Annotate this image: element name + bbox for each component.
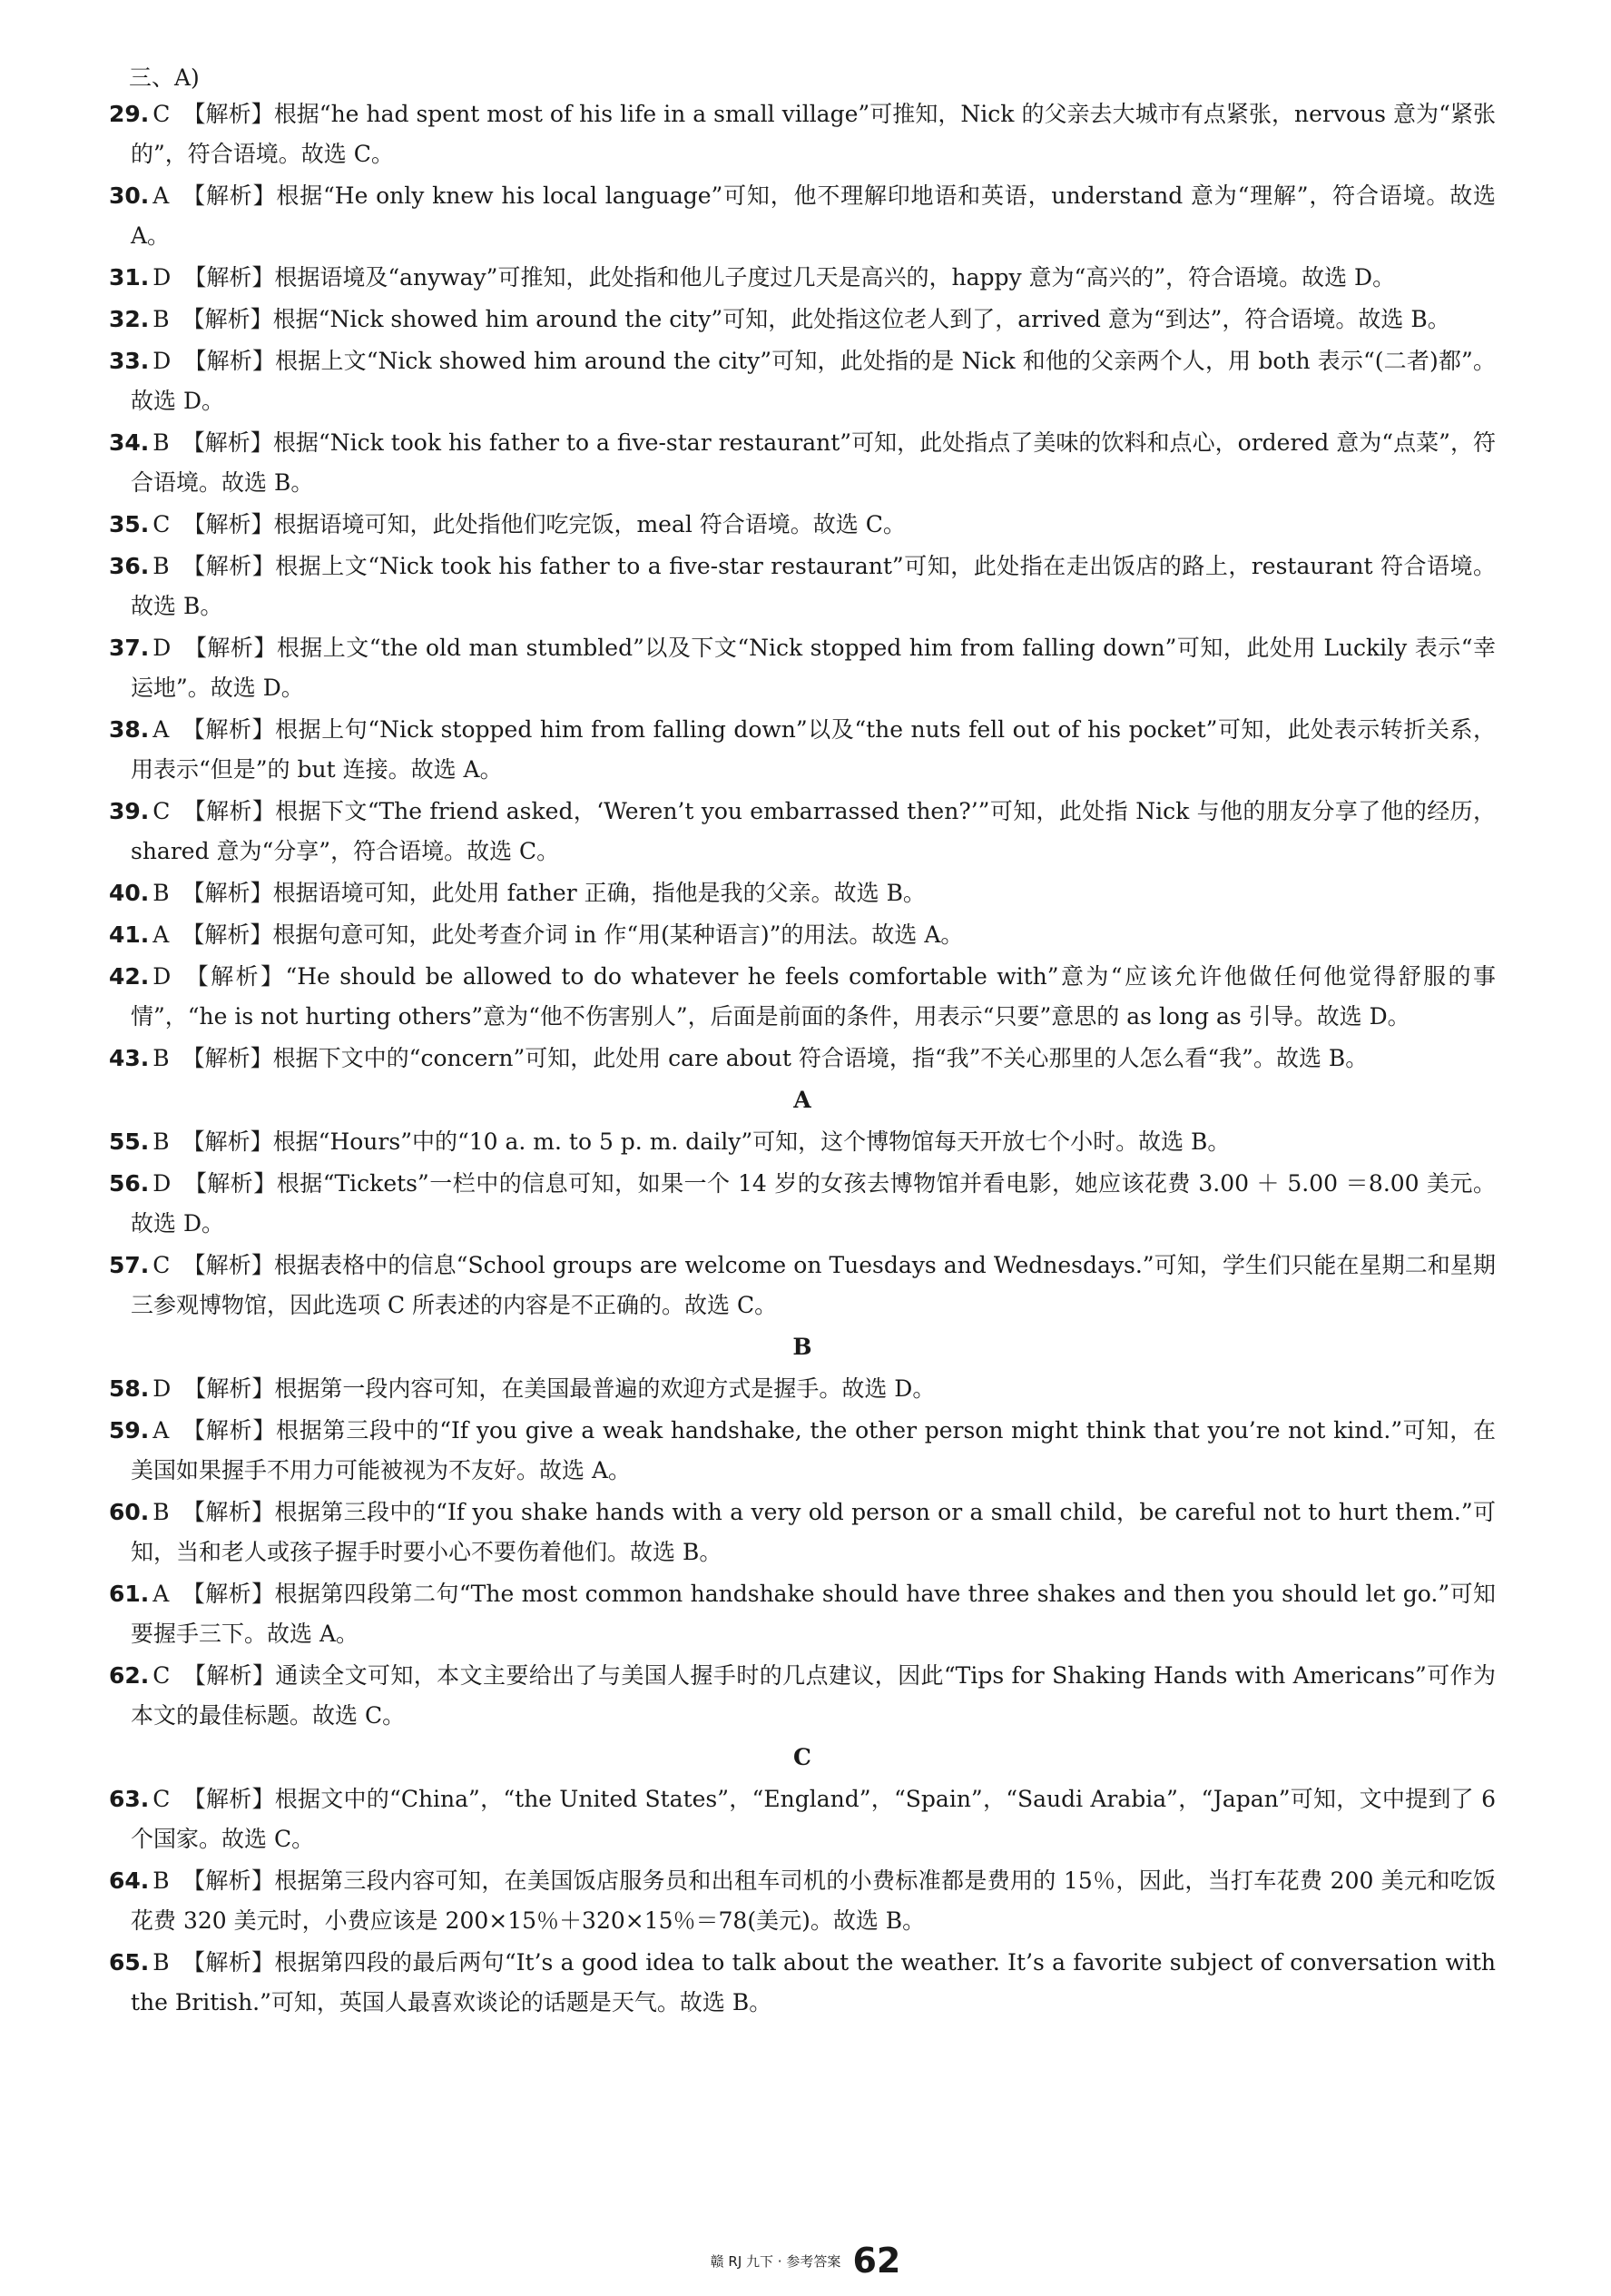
answer-item	[109, 258, 1496, 298]
answer-item	[109, 957, 1496, 1037]
answer-letter: B	[152, 880, 170, 906]
answer-letter: B	[152, 1128, 170, 1155]
question-number: 33.	[109, 348, 150, 374]
answer-item	[109, 1122, 1496, 1162]
question-number: 39.	[109, 798, 150, 824]
question-number: 63.	[109, 1786, 150, 1812]
answer-letter: C	[152, 1662, 171, 1689]
question-number: 58.	[109, 1375, 150, 1402]
group-heading: C	[793, 1744, 811, 1770]
answer-letter: D	[152, 348, 172, 374]
page-footer	[0, 2241, 1611, 2281]
answer-letter: D	[152, 1375, 172, 1402]
explanation-text: 【解析】根据“Nick took his father to a five-star restaurant”可知，此处指点了美味的饮料和点心，ordered 意为“点菜”，符合语境。故选 B。	[131, 429, 1496, 496]
answer-item	[109, 1574, 1496, 1654]
answer-letter: C	[152, 511, 171, 537]
answer-item	[109, 423, 1496, 503]
question-number: 61.	[109, 1581, 150, 1607]
question-number: 35.	[109, 511, 150, 537]
explanation-text: 【解析】根据语境及“anyway”可推知，此处指和他儿子度过几天是高兴的，happy 意为“高兴的”，符合语境。故选 D。	[183, 264, 1396, 291]
answer-item	[109, 1779, 1496, 1859]
answer-item	[109, 341, 1496, 421]
explanation-text: 【解析】根据第三段内容可知，在美国饭店服务员和出租车司机的小费标准都是费用的 15％，因此，当打车花费 200 美元和吃饭花费 320 美元时，小费应该是 200×15％＋320×15％＝78(美元)。故选 B。	[131, 1867, 1496, 1934]
answer-letter: D	[152, 963, 172, 990]
answer-letter: A	[152, 1581, 170, 1607]
answer-letter: D	[152, 264, 172, 291]
answer-item	[109, 792, 1496, 872]
footer-label: 赣 RJ 九下 · 参考答案	[710, 2252, 841, 2270]
answer-item	[109, 1039, 1496, 1079]
explanation-text: 【解析】根据句意可知，此处考查介词 in 作“用(某种语言)”的用法。故选 A。	[182, 921, 964, 948]
answer-letter: A	[152, 921, 170, 948]
question-number: 62.	[109, 1662, 150, 1689]
answer-item	[109, 94, 1496, 174]
question-number: 38.	[109, 716, 150, 743]
explanation-text: 【解析】根据下文中的“concern”可知，此处用 care about 符合语境，指“我”不关心那里的人怎么看“我”。故选 B。	[182, 1045, 1369, 1071]
answer-item	[109, 547, 1496, 626]
question-number: 56.	[109, 1170, 150, 1197]
answer-item	[109, 1411, 1496, 1491]
answer-letter: B	[152, 1867, 170, 1894]
answer-list	[109, 94, 1496, 2025]
question-number: 32.	[109, 306, 150, 332]
explanation-text: 【解析】根据上文“Nick showed him around the city”可知，此处指的是 Nick 和他的父亲两个人，用 both 表示“(二者)都”。故选 D。	[131, 348, 1496, 414]
explanation-text: 【解析】根据语境可知，此处指他们吃完饭，meal 符合语境。故选 C。	[182, 511, 906, 537]
explanation-text: 【解析】根据“he had spent most of his life in a small village”可推知，Nick 的父亲去大城市有点紧张，nervous 意为“紧张的”，符合语境。故选 C。	[131, 101, 1496, 167]
answer-letter: C	[152, 101, 171, 127]
answer-item	[109, 1943, 1496, 2023]
answer-letter: C	[152, 798, 171, 824]
explanation-text: 【解析】根据表格中的信息“School groups are welcome on Tuesdays and Wednesdays.”可知，学生们只能在星期二和星期三参观博物馆，因此选项 C 所表述的内容是不正确的。故选 C。	[131, 1252, 1496, 1318]
question-number: 60.	[109, 1499, 150, 1525]
answer-item	[109, 1246, 1496, 1325]
question-number: 37.	[109, 635, 150, 661]
answer-item	[109, 628, 1496, 708]
explanation-text: 【解析】根据第四段的最后两句“It’s a good idea to talk about the weather. It’s a favorite subject of conversation with the British.”可知，英国人最喜欢谈论的话题是天气。故选 B。	[131, 1949, 1496, 2015]
page-number: 62	[852, 2241, 901, 2281]
group-heading: A	[793, 1087, 811, 1113]
explanation-text: 【解析】根据第四段第二句“The most common handshake should have three shakes and then you should let go.”可知要握手三下。故选 A。	[131, 1581, 1496, 1647]
answer-letter: B	[152, 553, 170, 579]
question-number: 36.	[109, 553, 150, 579]
answer-letter: B	[152, 1949, 170, 1976]
answer-item	[109, 176, 1496, 256]
explanation-text: 【解析】“He should be allowed to do whatever he feels comfortable with”意为“应该允许他做任何他觉得舒服的事情”，“he is not hurting others”意为“他不伤害别人”，后面是前面的条件，用表示“只要”意思的 as long as 引导。故选 D。	[131, 963, 1496, 1030]
answer-letter: C	[152, 1786, 171, 1812]
answer-item	[109, 710, 1496, 790]
explanation-text: 【解析】根据“He only knew his local language”可知，他不理解印地语和英语，understand 意为“理解”，符合语境。故选 A。	[131, 182, 1496, 249]
answer-item	[109, 1164, 1496, 1244]
section-heading: 三、A)	[129, 64, 200, 91]
answer-letter: B	[152, 429, 170, 456]
answer-item	[109, 1656, 1496, 1736]
question-number: 65.	[109, 1949, 150, 1976]
question-number: 30.	[109, 182, 150, 209]
answer-item	[109, 915, 1496, 955]
answer-letter: A	[152, 182, 170, 209]
explanation-text: 【解析】根据“Nick showed him around the city”可知，此处指这位老人到了，arrived 意为“到达”，符合语境。故选 B。	[182, 306, 1450, 332]
explanation-text: 【解析】根据语境可知，此处用 father 正确，指他是我的父亲。故选 B。	[182, 880, 926, 906]
question-number: 29.	[109, 101, 150, 127]
answer-letter: D	[152, 635, 172, 661]
explanation-text: 【解析】根据下文“The friend asked，‘Weren’t you embarrassed then?’”可知，此处指 Nick 与他的朋友分享了他的经历，shared 意为“分享”，符合语境。故选 C。	[131, 798, 1496, 864]
question-number: 43.	[109, 1045, 150, 1071]
answer-item	[109, 1493, 1496, 1572]
explanation-text: 【解析】根据上文“Nick took his father to a five-star restaurant”可知，此处指在走出饭店的路上，restaurant 符合语境。故选 B。	[131, 553, 1496, 619]
question-number: 64.	[109, 1867, 150, 1894]
explanation-text: 【解析】根据第一段内容可知，在美国最普遍的欢迎方式是握手。故选 D。	[183, 1375, 936, 1402]
question-number: 40.	[109, 880, 150, 906]
answer-letter: B	[152, 306, 170, 332]
explanation-text: 【解析】根据上文“the old man stumbled”以及下文“Nick stopped him from falling down”可知，此处用 Luckily 表示“幸运地”。故选 D。	[131, 635, 1496, 701]
answer-item	[109, 1861, 1496, 1941]
question-number: 41.	[109, 921, 150, 948]
answer-letter: D	[152, 1170, 172, 1197]
answer-item	[109, 1369, 1496, 1409]
explanation-text: 【解析】根据第三段中的“If you give a weak handshake, the other person might think that you’re not kind.”可知，在美国如果握手不用力可能被视为不友好。故选 A。	[131, 1417, 1496, 1483]
answer-item	[109, 300, 1496, 340]
explanation-text: 【解析】通读全文可知，本文主要给出了与美国人握手时的几点建议，因此“Tips for Shaking Hands with Americans”可作为本文的最佳标题。故选 C。	[131, 1662, 1496, 1729]
answer-letter: A	[152, 1417, 170, 1444]
explanation-text: 【解析】根据上句“Nick stopped him from falling down”以及“the nuts fell out of his pocket”可知，此处表示转折关系，用表示“但是”的 but 连接。故选 A。	[131, 716, 1496, 783]
question-number: 31.	[109, 264, 150, 291]
answer-letter: B	[152, 1045, 170, 1071]
question-number: 34.	[109, 429, 150, 456]
answer-letter: A	[152, 716, 170, 743]
answer-letter: B	[152, 1499, 170, 1525]
explanation-text: 【解析】根据文中的“China”，“the United States”，“England”，“Spain”，“Saudi Arabia”，“Japan”可知，文中提到了 6 个国家。故选 C。	[131, 1786, 1496, 1852]
group-heading: B	[792, 1334, 812, 1360]
answer-item	[109, 873, 1496, 913]
answer-letter: C	[152, 1252, 171, 1278]
question-number: 57.	[109, 1252, 150, 1278]
explanation-text: 【解析】根据“Hours”中的“10 a. m. to 5 p. m. daily”可知，这个博物馆每天开放七个小时。故选 B。	[182, 1128, 1231, 1155]
question-number: 59.	[109, 1417, 150, 1444]
question-number: 42.	[109, 963, 150, 990]
question-number: 55.	[109, 1128, 150, 1155]
explanation-text: 【解析】根据第三段中的“If you shake hands with a very old person or a small child，be careful not to hurt them.”可知，当和老人或孩子握手时要小心不要伤着他们。故选 B。	[131, 1499, 1496, 1565]
answer-item	[109, 505, 1496, 545]
explanation-text: 【解析】根据“Tickets”一栏中的信息可知，如果一个 14 岁的女孩去博物馆并看电影，她应该花费 3.00 ＋ 5.00 ＝8.00 美元。故选 D。	[131, 1170, 1496, 1237]
